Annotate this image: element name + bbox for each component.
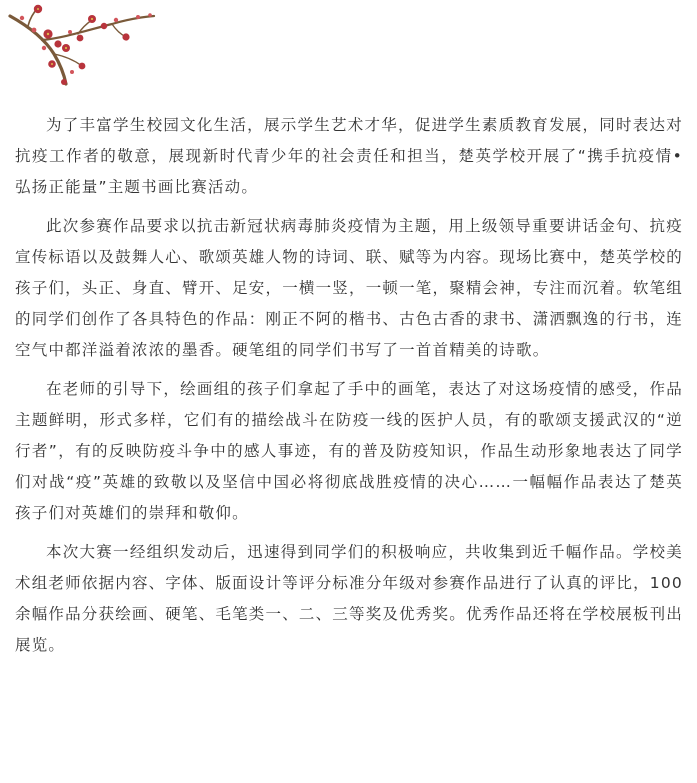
paragraph-painting: 在老师的引导下，绘画组的孩子们拿起了手中的画笔，表达了对这场疫情的感受，作品主题鲜明，形式多样，它们有的描绘战斗在防疫一线的医护人员，有的歌颂支援武汉的“逆行者”，有的反映防疫斗争中的感人事迹，有的普及防疫知识，作品生动形象地表达了同学们对战“疫”英雄的致敬以及坚信中国必将彻底战胜疫情的决心……一幅幅作品表达了楚英孩子们对英雄们的崇拜和敬仰。 [15,380,683,522]
plum-blossom-branch-icon [8,4,158,86]
paragraph-intro: 为了丰富学生校园文化生活，展示学生艺术才华，促进学生素质教育发展，同时表达对抗疫工作者的敬意，展现新时代青少年的社会责任和担当，楚英学校开展了“携手抗疫情•弘扬正能量”主题书画比赛活动。 [15,116,683,196]
article-body [15,110,683,669]
paragraph-calligraphy: 此次参赛作品要求以抗击新冠状病毒肺炎疫情为主题，用上级领导重要讲话金句、抗疫宣传标语以及鼓舞人心、歌颂英雄人物的诗词、联、赋等为内容。现场比赛中，楚英学校的孩子们，头正、身直、臂开、足安，一横一竖，一顿一笔，聚精会神，专注而沉着。软笔组的同学们创作了各具特色的作品：刚正不阿的楷书、古色古香的隶书、潇洒飘逸的行书，连空气中都洋溢着浓浓的墨香。硬笔组的同学们书写了一首首精美的诗歌。 [15,217,684,359]
paragraph-results: 本次大赛一经组织发动后，迅速得到同学们的积极响应，共收集到近千幅作品。学校美术组老师依据内容、字体、版面设计等评分标准分年级对参赛作品进行了认真的评比，100余幅作品分获绘画、硬笔、毛笔类一、二、三等奖及优秀奖。优秀作品还将在学校展板刊出展览。 [15,543,684,654]
